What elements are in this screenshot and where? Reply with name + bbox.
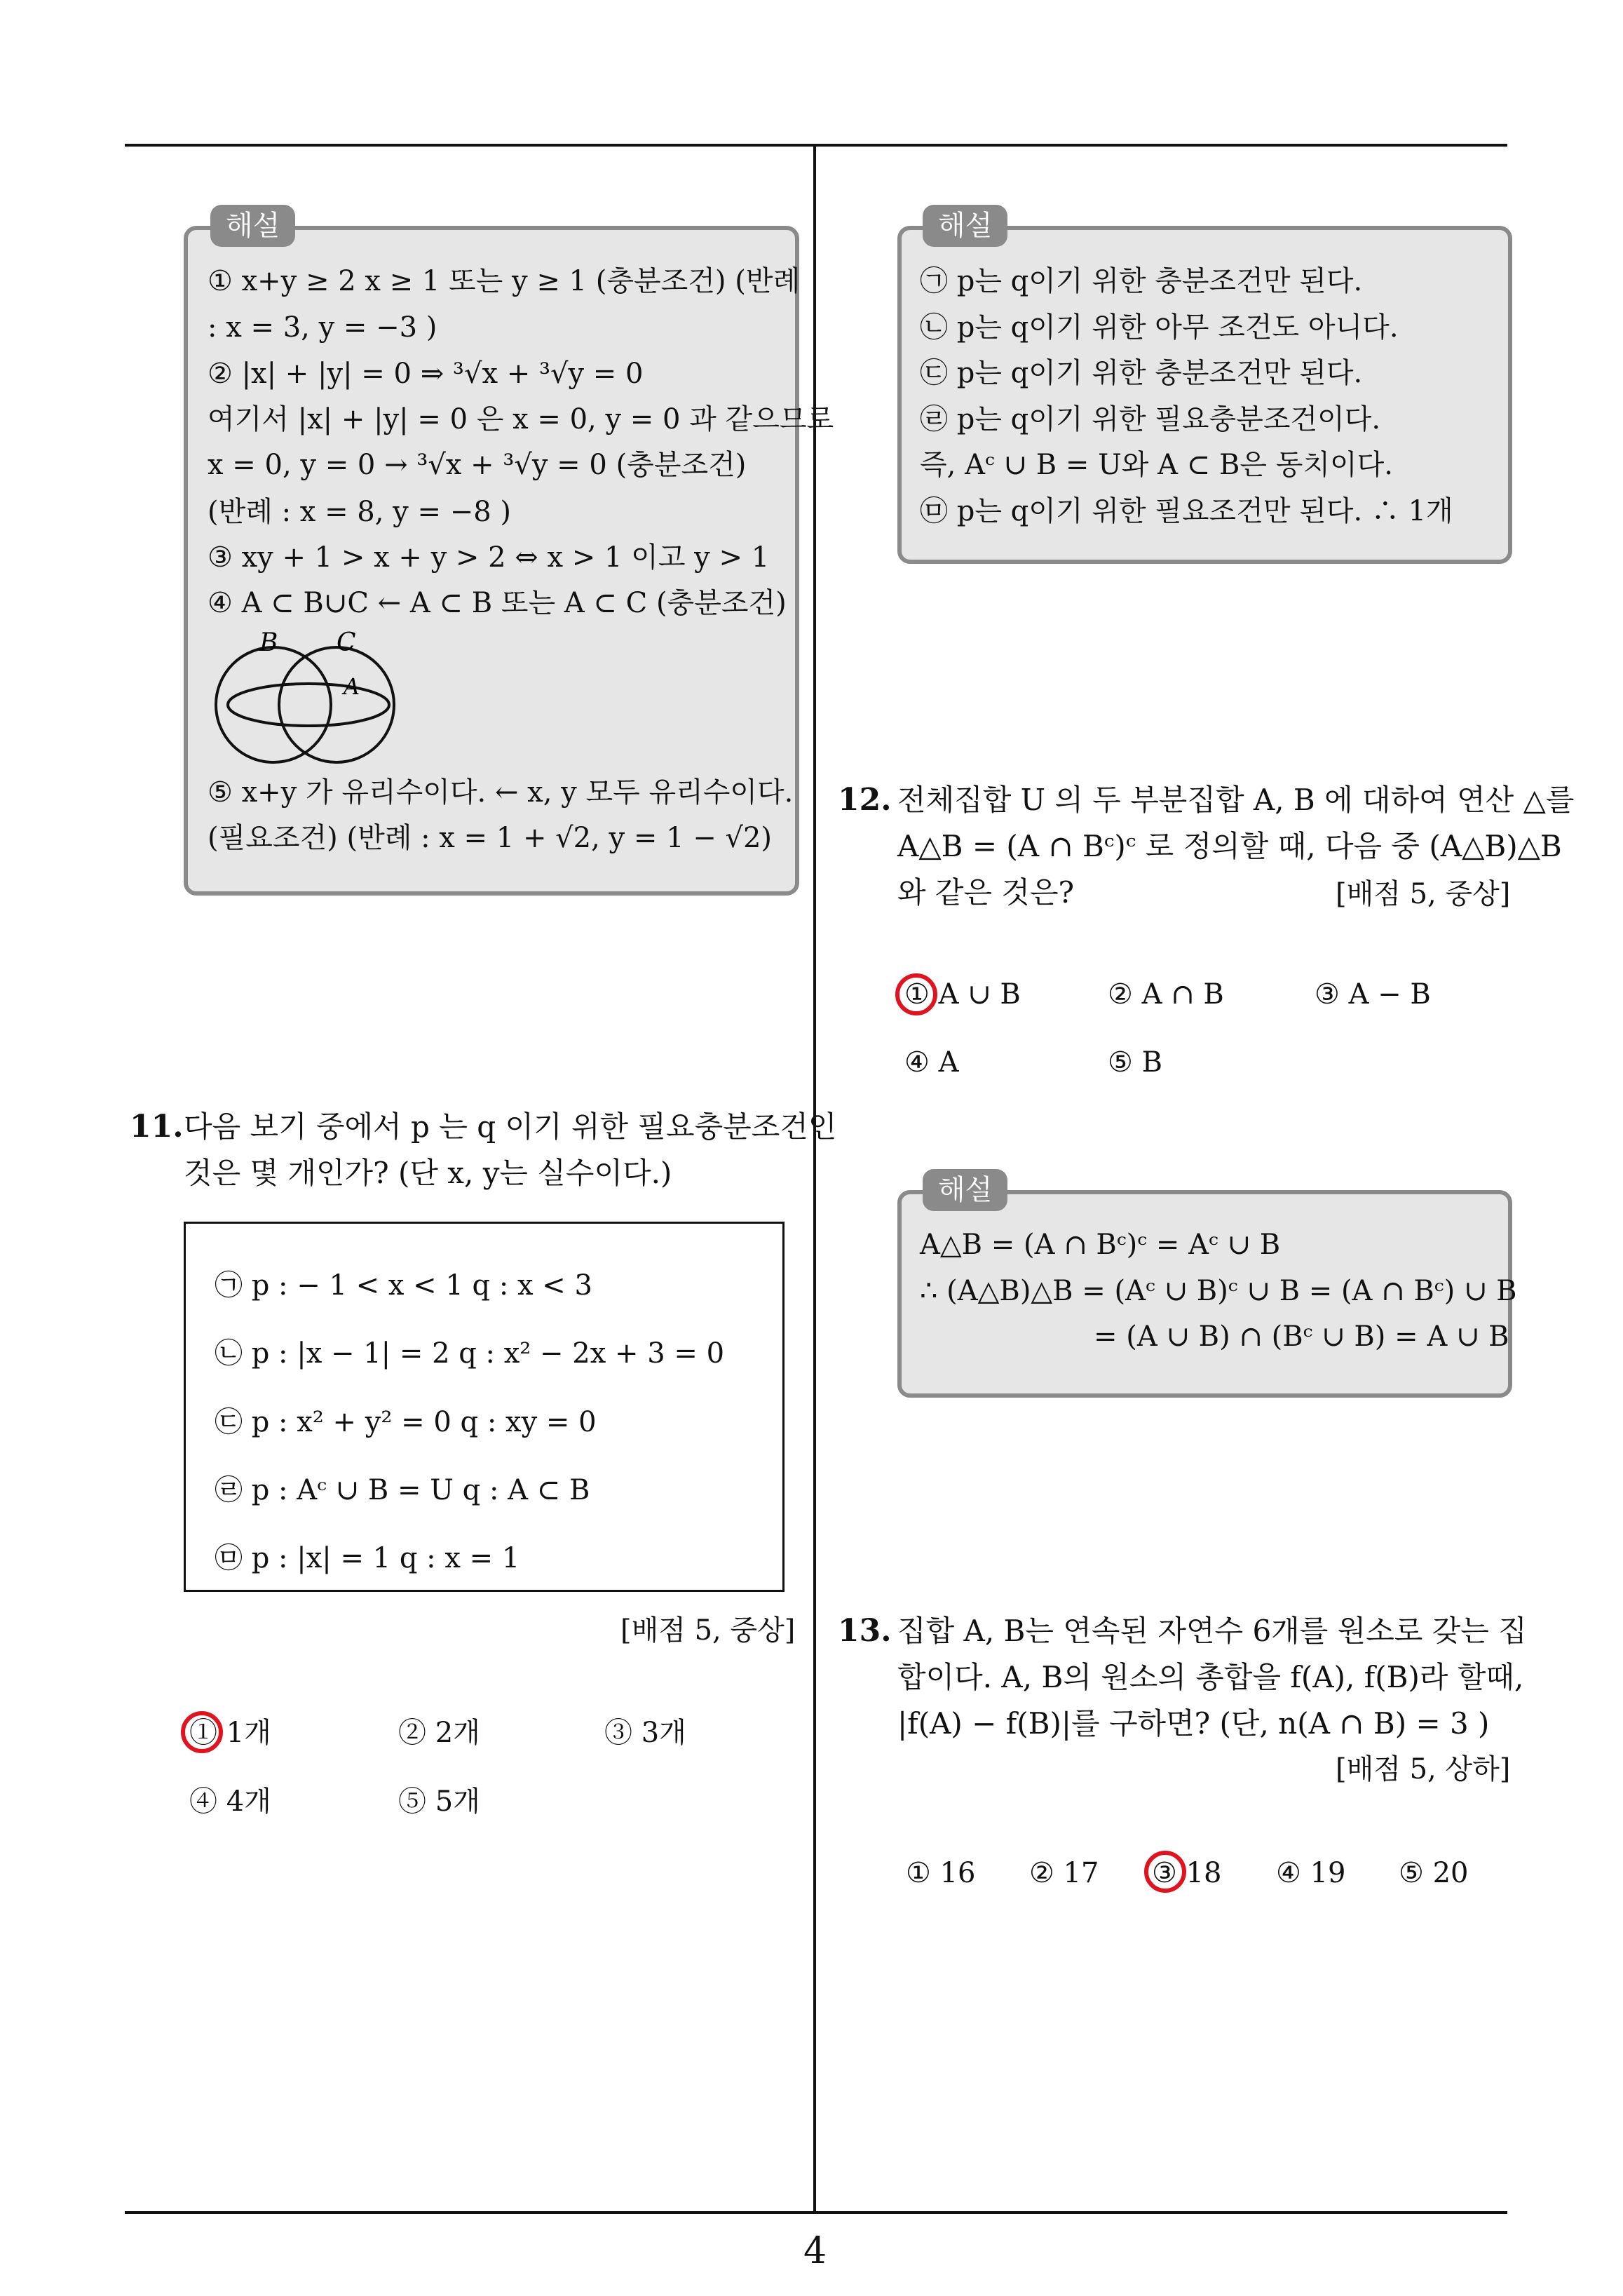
left-solution-line-10: (필요조건) (반례 : x = 1 + √2, y = 1 − √2) bbox=[208, 822, 773, 854]
q11-bogi-item-3: ㉢ p : x² + y² = 0 q : xy = 0 bbox=[215, 1406, 597, 1438]
column-divider bbox=[813, 144, 816, 2213]
left-solution-line-2: : x = 3, y = −3 ) bbox=[208, 311, 437, 344]
q11-bogi-item-2: ㉡ p : |x − 1| = 2 q : x² − 2x + 3 = 0 bbox=[215, 1337, 725, 1370]
right-solution-tag-1: 해설 bbox=[923, 205, 1007, 247]
q12-score: [배점 5, 중상] bbox=[1336, 878, 1511, 910]
right-solution1-line-6: ㉤ p는 q이기 위한 필요조건만 된다. ∴ 1개 bbox=[920, 495, 1453, 527]
q11-choice-5[interactable]: ⑤ 5개 bbox=[398, 1785, 480, 1818]
page-number: 4 bbox=[803, 2230, 827, 2272]
q11-choice-1[interactable]: ① 1개 bbox=[189, 1717, 271, 1749]
q13-score: [배점 5, 상하] bbox=[1336, 1753, 1511, 1785]
q11-text-line-1: 다음 보기 중에서 p 는 q 이기 위한 필요충분조건인 bbox=[184, 1109, 837, 1144]
right-solution1-line-5: 즉, Aᶜ ∪ B = U와 A ⊂ B은 동치이다. bbox=[920, 449, 1394, 481]
left-solution-line-8: ④ A ⊂ B∪C ← A ⊂ B 또는 A ⊂ C (충분조건) bbox=[208, 587, 787, 619]
q11-number: 11. bbox=[130, 1109, 184, 1144]
q12-choice-5[interactable]: ⑤ B bbox=[1108, 1046, 1162, 1079]
q13-text-line-3: |f(A) − f(B)|를 구하면? (단, n(A ∩ B) = 3 ) bbox=[897, 1706, 1490, 1741]
q12-text-line-2: A△B = (A ∩ Bᶜ)ᶜ 로 정의할 때, 다음 중 (A△B)△B bbox=[897, 829, 1562, 863]
left-solution-tag: 해설 bbox=[210, 205, 295, 247]
q13-choice-1[interactable]: ① 16 bbox=[906, 1857, 976, 1889]
q13-choice-3[interactable]: ③ 18 bbox=[1152, 1857, 1222, 1889]
q12-number: 12. bbox=[838, 782, 892, 818]
top-rule bbox=[125, 144, 1507, 147]
right-solution2-line-1: A△B = (A ∩ Bᶜ)ᶜ = Aᶜ ∪ B bbox=[920, 1229, 1281, 1261]
right-solution1-line-3: ㉢ p는 q이기 위한 충분조건만 된다. bbox=[920, 357, 1363, 389]
right-solution1-line-1: ㉠ p는 q이기 위한 충분조건만 된다. bbox=[920, 265, 1363, 297]
q12-text-line-3: 와 같은 것은? bbox=[897, 875, 1075, 910]
q12-text-line-1: 전체집합 U 의 두 부분집합 A, B 에 대하여 연산 △를 bbox=[897, 783, 1575, 817]
q11-choice-2[interactable]: ② 2개 bbox=[398, 1717, 480, 1749]
left-solution-line-1: ① x+y ≥ 2 x ≥ 1 또는 y ≥ 1 (충분조건) (반례 bbox=[208, 265, 801, 297]
left-solution-line-7: ③ xy + 1 > x + y > 2 ⇔ x > 1 이고 y > 1 bbox=[208, 541, 770, 574]
q13-choice-2[interactable]: ② 17 bbox=[1029, 1857, 1099, 1889]
venn-ellipse-a bbox=[228, 684, 389, 726]
q11-bogi-item-5: ㉤ p : |x| = 1 q : x = 1 bbox=[215, 1542, 520, 1574]
q13-text-line-2: 합이다. A, B의 원소의 총합을 f(A), f(B)라 할때, bbox=[897, 1660, 1524, 1694]
q12-choice-1[interactable]: ① A ∪ B bbox=[904, 978, 1021, 1011]
left-solution-line-3: ② |x| + |y| = 0 ⇒ ³√x + ³√y = 0 bbox=[208, 358, 644, 390]
venn-circle-b bbox=[216, 647, 331, 762]
q13-choice-4[interactable]: ④ 19 bbox=[1276, 1857, 1346, 1889]
right-solution2-line-2: ∴ (A△B)△B = (Aᶜ ∪ B)ᶜ ∪ B = (A ∩ Bᶜ) ∪ B bbox=[920, 1275, 1517, 1307]
q11-choice-4[interactable]: ④ 4개 bbox=[189, 1785, 271, 1818]
left-solution-line-5: x = 0, y = 0 → ³√x + ³√y = 0 (충분조건) bbox=[208, 449, 747, 481]
q11-choice-3[interactable]: ③ 3개 bbox=[604, 1717, 686, 1749]
bottom-rule bbox=[125, 2211, 1507, 2214]
q12-choice-2[interactable]: ② A ∩ B bbox=[1108, 978, 1224, 1011]
right-solution1-line-4: ㉣ p는 q이기 위한 필요충분조건이다. bbox=[920, 403, 1381, 435]
left-solution-line-9: ⑤ x+y 가 유리수이다. ← x, y 모두 유리수이다. bbox=[208, 776, 794, 809]
right-solution2-line-3: = (A ∪ B) ∩ (Bᶜ ∪ B) = A ∪ B bbox=[1094, 1321, 1509, 1353]
q11-bogi-item-1: ㉠ p : − 1 < x < 1 q : x < 3 bbox=[215, 1269, 592, 1302]
left-solution-line-6: (반례 : x = 8, y = −8 ) bbox=[208, 496, 512, 528]
right-solution-tag-2: 해설 bbox=[923, 1169, 1007, 1211]
q11-bogi-item-4: ㉣ p : Aᶜ ∪ B = U q : A ⊂ B bbox=[215, 1474, 590, 1506]
q13-number: 13. bbox=[838, 1613, 892, 1649]
q11-text-line-2: 것은 몇 개인가? (단 x, y는 실수이다.) bbox=[184, 1156, 672, 1190]
venn-label-c: C bbox=[337, 628, 356, 657]
left-solution-line-4: 여기서 |x| + |y| = 0 은 x = 0, y = 0 과 같으므로 bbox=[208, 403, 834, 435]
venn-diagram bbox=[203, 624, 414, 771]
q13-text-line-1: 집합 A, B는 연속된 자연수 6개를 원소로 갖는 집 bbox=[897, 1614, 1527, 1648]
q13-choice-5[interactable]: ⑤ 20 bbox=[1399, 1857, 1469, 1889]
q11-score: [배점 5, 중상] bbox=[620, 1614, 796, 1647]
q12-choice-3[interactable]: ③ A − B bbox=[1315, 978, 1431, 1011]
venn-label-a: A bbox=[344, 673, 360, 700]
right-solution1-line-2: ㉡ p는 q이기 위한 아무 조건도 아니다. bbox=[920, 311, 1399, 344]
venn-circle-c bbox=[279, 647, 394, 762]
q12-choice-4[interactable]: ④ A bbox=[904, 1046, 959, 1079]
venn-label-b: B bbox=[259, 628, 278, 657]
